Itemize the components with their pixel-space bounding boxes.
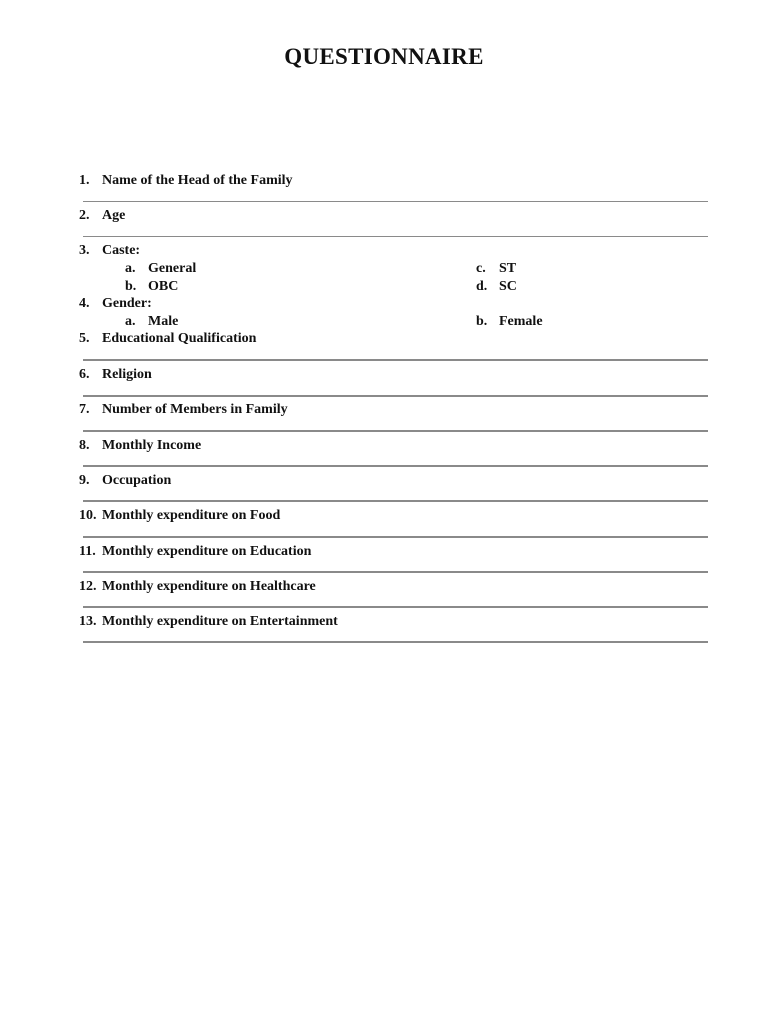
question-number: 8. xyxy=(79,438,90,453)
question-number: 5. xyxy=(79,331,90,346)
question-number: 7. xyxy=(79,402,90,417)
question-text: Age xyxy=(102,208,126,223)
question-number: 2. xyxy=(79,208,90,223)
option-letter: b. xyxy=(125,279,137,294)
question-number: 13. xyxy=(79,614,97,629)
option-label: ST xyxy=(499,261,517,276)
question-number: 12. xyxy=(79,579,97,594)
option-label: SC xyxy=(499,279,517,294)
question-text: Caste: xyxy=(102,243,141,258)
answer-line-13[interactable] xyxy=(83,641,708,643)
question-text: Monthly expenditure on Entertainment xyxy=(102,614,338,629)
question-text: Gender: xyxy=(102,296,152,311)
question-text: Monthly Income xyxy=(102,438,202,453)
question-text: Monthly expenditure on Food xyxy=(102,508,281,523)
option-letter: a. xyxy=(125,314,136,329)
question-text: Occupation xyxy=(102,473,172,488)
answer-line-2[interactable] xyxy=(83,236,708,237)
answer-line-6[interactable] xyxy=(83,395,708,397)
question-text: Number of Members in Family xyxy=(102,402,288,417)
question-text: Monthly expenditure on Healthcare xyxy=(102,579,316,594)
answer-line-7[interactable] xyxy=(83,430,708,432)
question-number: 3. xyxy=(79,243,90,258)
question-number: 4. xyxy=(79,296,90,311)
option-label: Male xyxy=(148,314,179,329)
answer-line-10[interactable] xyxy=(83,536,708,538)
answer-line-1[interactable] xyxy=(83,201,708,202)
question-number: 10. xyxy=(79,508,97,523)
question-number: 11. xyxy=(79,544,96,559)
question-text: Educational Qualification xyxy=(102,331,257,346)
page-title: QUESTIONNAIRE xyxy=(284,44,484,69)
question-number: 1. xyxy=(79,173,90,188)
question-text: Name of the Head of the Family xyxy=(102,173,293,188)
answer-line-5[interactable] xyxy=(83,359,708,361)
answer-line-11[interactable] xyxy=(83,571,708,573)
option-label: General xyxy=(148,261,197,276)
question-text: Monthly expenditure on Education xyxy=(102,544,312,559)
option-letter: d. xyxy=(476,279,488,294)
answer-line-9[interactable] xyxy=(83,500,708,502)
question-number: 9. xyxy=(79,473,90,488)
option-label: OBC xyxy=(148,279,179,294)
option-letter: b. xyxy=(476,314,488,329)
answer-line-12[interactable] xyxy=(83,606,708,608)
option-letter: a. xyxy=(125,261,136,276)
question-number: 6. xyxy=(79,367,90,382)
option-letter: c. xyxy=(476,261,486,276)
answer-line-8[interactable] xyxy=(83,465,708,467)
question-text: Religion xyxy=(102,367,152,382)
option-label: Female xyxy=(499,314,543,329)
